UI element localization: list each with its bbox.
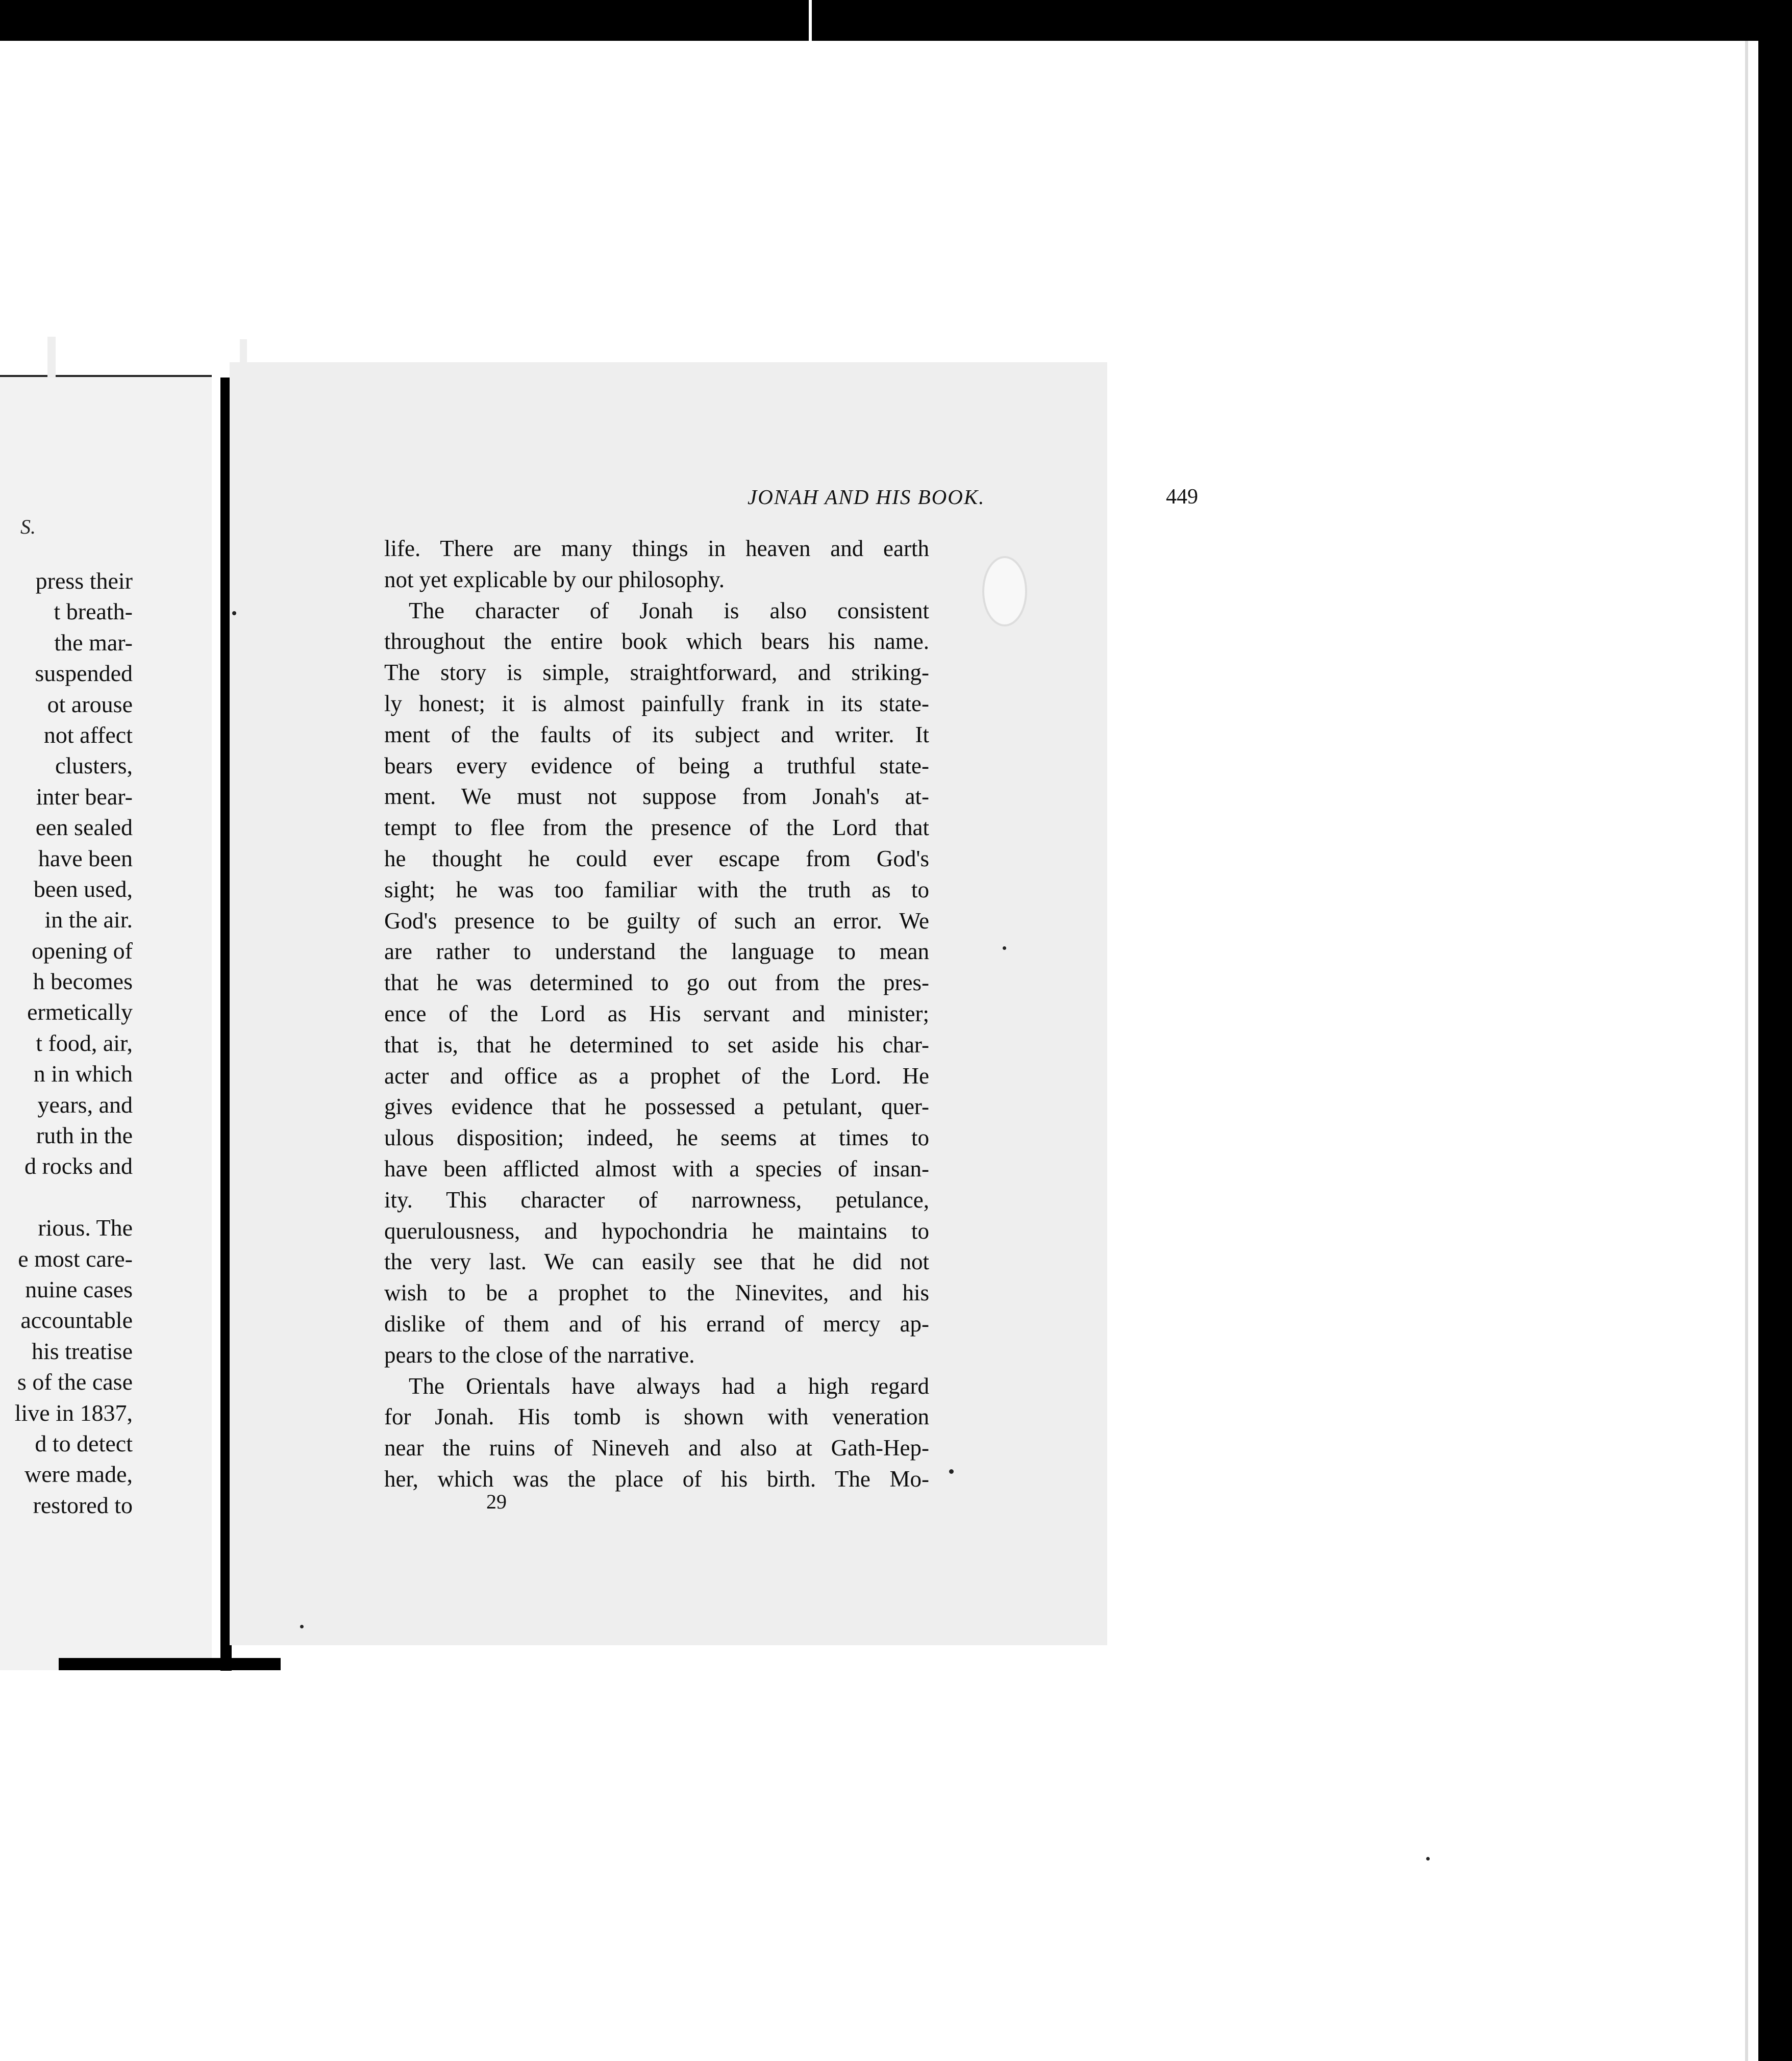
text-line: throughout the entire book which bears his name. (384, 629, 929, 655)
facing-page-line: een sealed (35, 814, 133, 841)
facing-page-line: h becomes (33, 968, 133, 995)
facing-page-line: suspended (35, 660, 133, 687)
text-line: that he was determined to go out from the pres- (384, 970, 929, 996)
text-line: The Orientals have always had a high regard (409, 1373, 929, 1399)
text-line: querulousness, and hypochondria he maintains to (384, 1218, 929, 1244)
text-line: ment of the faults of its subject and writer. It (384, 721, 929, 747)
facing-page-line: years, and (37, 1091, 133, 1118)
text-line: gives evidence that he possessed a petulant, quer- (384, 1094, 929, 1120)
sheet-right-edge (1745, 41, 1758, 2061)
facing-page-line: n in which (33, 1061, 133, 1087)
book-page (230, 362, 1198, 1645)
facing-page-line: his treatise (32, 1338, 133, 1364)
dust-speck (949, 1469, 954, 1474)
dust-speck (300, 1625, 304, 1628)
text-line: have been afflicted almost with a species of insan- (384, 1155, 929, 1182)
text-line: tempt to flee from the presence of the Lord that (384, 815, 929, 841)
text-line: for Jonah. His tomb is shown with veneration (384, 1404, 929, 1430)
facing-page-line: ot arouse (47, 691, 133, 717)
facing-page-line: have been (38, 845, 133, 871)
facing-page-line: restored to (33, 1492, 133, 1518)
dust-speck (1426, 1857, 1430, 1861)
facing-page-line: live in 1837, (14, 1399, 133, 1426)
running-head-title: JONAH AND HIS BOOK. (748, 485, 985, 509)
text-line: The character of Jonah is also consistent (409, 597, 929, 623)
facing-page-fragment (0, 375, 212, 1670)
text-line: bears every evidence of being a truthful state- (384, 752, 929, 778)
text-line: he thought he could ever escape from God's (384, 845, 929, 871)
facing-page-line: ermetically (27, 999, 133, 1025)
text-line: God's presence to be guilty of such an error. We (384, 908, 929, 934)
facing-page-line: d to detect (35, 1430, 133, 1456)
text-line: The story is simple, straightforward, and striking- (384, 660, 929, 686)
facing-page-line: nuine cases (25, 1276, 133, 1302)
page-smudge (982, 556, 1027, 626)
signature-mark: 29 (486, 1490, 507, 1513)
facing-page-line: e most care- (18, 1245, 133, 1272)
text-line: life. There are many things in heaven and earth (384, 536, 929, 561)
facing-page-line: opening of (31, 937, 133, 964)
text-line: dislike of them and of his errand of mercy ap- (384, 1311, 929, 1337)
text-line: wish to be a prophet to the Ninevites, and his (384, 1280, 929, 1306)
text-line: ence of the Lord as His servant and minister; (384, 1000, 929, 1026)
facing-page-line: in the air. (44, 907, 133, 933)
dust-speck (1003, 946, 1006, 950)
page-body-text (384, 533, 929, 1495)
text-line: that is, that he determined to set aside his char- (384, 1032, 929, 1058)
facing-page-line: the mar- (54, 629, 133, 656)
running-head (513, 485, 1198, 515)
text-line: ity. This character of narrowness, petulance, (384, 1187, 929, 1213)
facing-page-text (0, 566, 133, 1521)
text-line: ment. We must not suppose from Jonah's at- (384, 784, 929, 810)
facing-page-line: t food, air, (36, 1029, 133, 1056)
facing-page-line: accountable (20, 1307, 133, 1334)
binding-notch (47, 337, 56, 378)
facing-page-line (0, 1182, 133, 1213)
text-line: are rather to understand the language to mean (384, 939, 929, 965)
facing-page-line: were made, (24, 1461, 133, 1488)
book-gutter-foot (59, 1658, 281, 1670)
text-line: ulous disposition; indeed, he seems at times to (384, 1125, 929, 1151)
sheet-top-nick (809, 0, 812, 41)
facing-page-line: press their (35, 568, 133, 594)
text-line: her, which was the place of his birth. The Mo- (384, 1466, 929, 1492)
text-line: the very last. We can easily see that he did not (384, 1249, 929, 1275)
text-line: pears to the close of the narrative. (384, 1342, 695, 1368)
facing-page-line: inter bear- (36, 783, 133, 810)
facing-page-line: not affect (43, 721, 133, 748)
facing-page-line: ruth in the (36, 1122, 133, 1149)
facing-page-line: clusters, (55, 752, 133, 779)
facing-page-line: t breath- (54, 598, 133, 625)
page-number: 449 (1166, 485, 1198, 509)
text-line: ly honest; it is almost painfully frank in its state- (384, 690, 929, 716)
text-line: sight; he was too familiar with the truth as to (384, 876, 929, 902)
text-line: not yet explicable by our philosophy. (384, 566, 725, 592)
facing-page-line: rious. The (38, 1215, 133, 1241)
facing-page-line: been used, (33, 875, 133, 902)
dust-speck (232, 611, 236, 615)
facing-page-line: d rocks and (24, 1153, 133, 1179)
text-line: near the ruins of Nineveh and also at Gath-Hep- (384, 1435, 929, 1461)
text-line: acter and office as a prophet of the Lord. He (384, 1063, 929, 1089)
facing-page-line: s of the case (17, 1369, 133, 1395)
facing-page-running-head: S. (20, 515, 36, 538)
